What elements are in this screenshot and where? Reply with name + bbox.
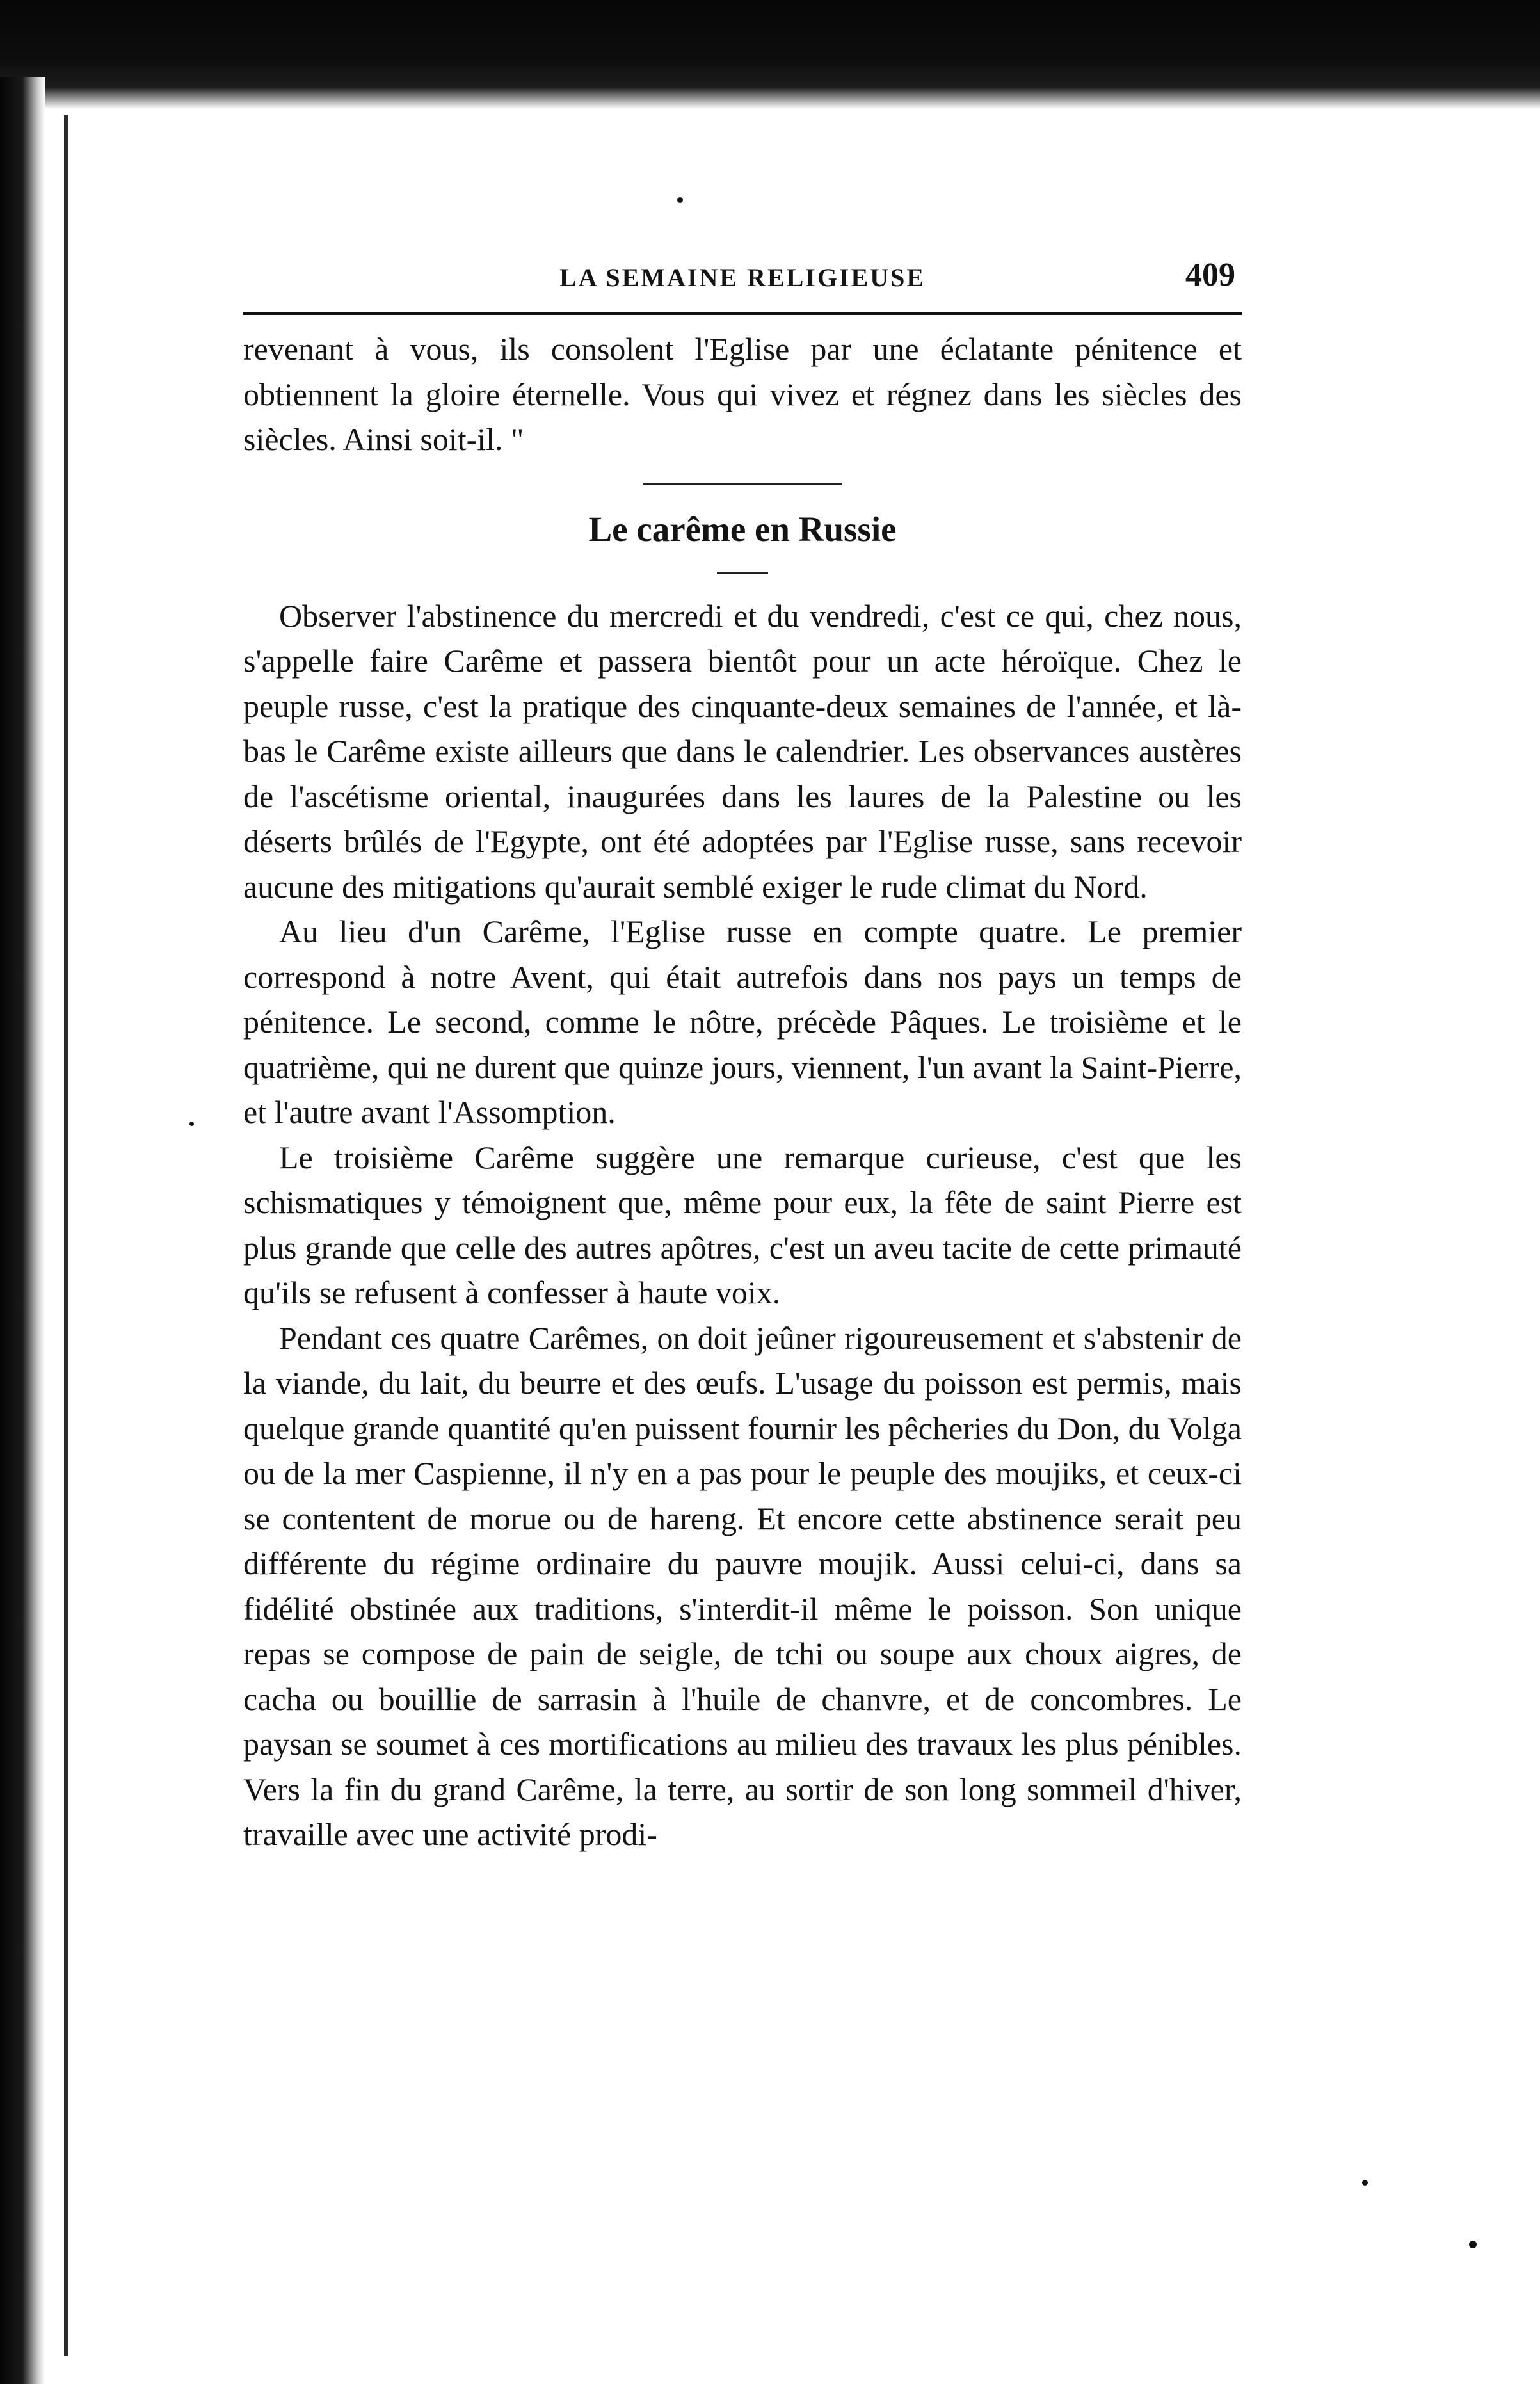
scan-inner-edge — [64, 115, 68, 2356]
document-page — [243, 256, 1242, 1857]
section-divider — [643, 483, 842, 485]
scan-border-left — [0, 77, 45, 2384]
paragraph-4: Pendant ces quatre Carêmes, on doit jeûner rigoureusement et s'abstenir de la viande, du lait, du beurre et des œufs. L'usage du poisson est permis, mais quelque grande quantité qu'en puissent fournir les pêcheries du Don, du Volga ou de la mer Caspienne, il n'y en a pas pour le peuple des moujiks, et ceux-ci se contentent de morue ou de hareng. Et encore cette abstinence serait peu différente du régime ordinaire du pauvre moujik. Aussi celui-ci, dans sa fidélité obstinée aux traditions, s'interdit-il même le poisson. Son unique repas se compose de pain de seigle, de tchi ou soupe aux choux aigres, de cacha ou bouillie de sarrasin à l'huile de chanvre, et de concombres. Le paysan se soumet à ces mortifications au milieu des travaux les plus pénibles. Vers la fin du grand Carême, la terre, au sortir de son long sommeil d'hiver, travaille avec une activité prodi- — [243, 1319, 1242, 1852]
intro-paragraph: revenant à vous, ils consolent l'Eglise par une éclatante pénitence et obtiennent la gloire éternelle. Vous qui vivez et régnez dans les siècles des siècles. Ainsi soit-il. " — [243, 331, 1242, 457]
page-number: 409 — [1185, 257, 1235, 293]
scan-speck — [677, 197, 683, 203]
scan-speck — [189, 1122, 194, 1126]
scan-border-top — [0, 0, 1540, 109]
body-text — [243, 326, 1242, 1857]
running-header — [243, 256, 1242, 326]
paragraph-3: Le troisième Carême suggère une remarque curieuse, c'est que les schismatiques y témoignent que, même pour eux, la fête de saint Pierre est plus grande que celle des autres apôtres, c'est un aveu tacite de cette primauté qu'ils se refusent à confesser à haute voix. — [243, 1139, 1242, 1310]
running-title: LA SEMAINE RELIGIEUSE — [559, 263, 926, 292]
scan-speck — [1362, 2180, 1368, 2186]
title-dash — [717, 572, 768, 574]
scan-speck — [1469, 2241, 1477, 2248]
section-title: Le carême en Russie — [588, 509, 897, 549]
header-rule — [243, 312, 1242, 315]
paragraph-1: Observer l'abstinence du mercredi et du vendredi, c'est ce qui, chez nous, s'appelle faire Carême et passera bientôt pour un acte héroïque. Chez le peuple russe, c'est la pratique des cinquante-deux semaines de l'année, et là-bas le Carême existe ailleurs que dans le calendrier. Les observances austères de l'ascétisme oriental, inaugurées dans les laures de la Palestine ou les déserts brûlés de l'Egypte, ont été adoptées par l'Eglise russe, sans recevoir aucune des mitigations qu'aurait semblé exiger le rude climat du Nord. — [243, 597, 1242, 905]
paragraph-2: Au lieu d'un Carême, l'Eglise russe en compte quatre. Le premier correspond à notre Avent, qui était autrefois dans nos pays un temps de pénitence. Le second, comme le nôtre, précède Pâques. Le troisième et le quatrième, qui ne durent que quinze jours, viennent, l'un avant la Saint-Pierre, et l'autre avant l'Assomption. — [243, 914, 1242, 1130]
